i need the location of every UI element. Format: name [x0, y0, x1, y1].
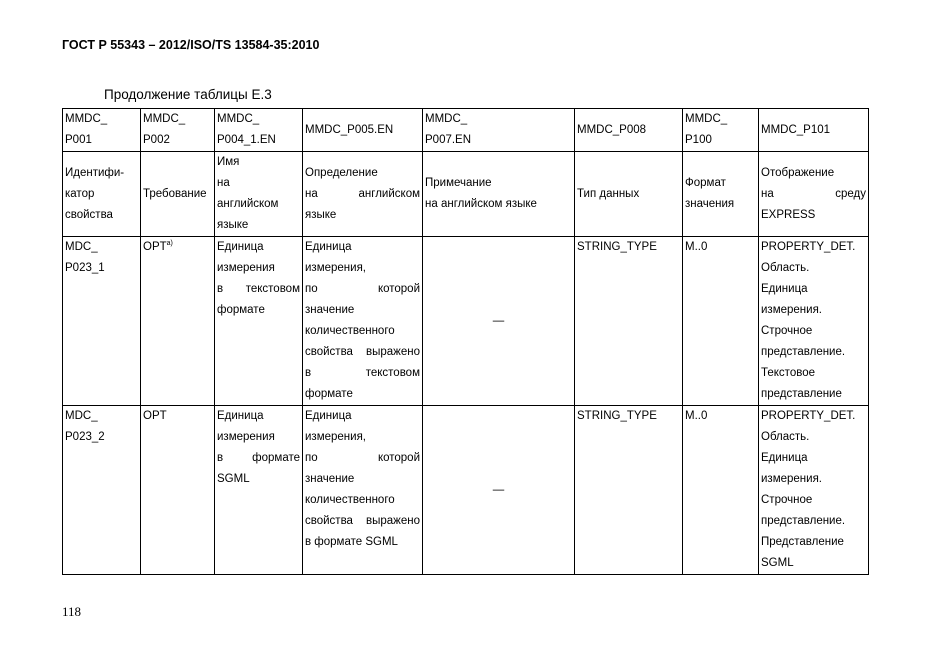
specification-table — [62, 108, 869, 575]
header-cell: MMDC_ P007.EN — [423, 109, 575, 152]
table-cell: STRING_TYPE — [575, 237, 683, 406]
header-cell: MMDC_ P001 — [63, 109, 141, 152]
table-cell: Единица измерения, по которой значение количественного свойства выражено в текстовом формате — [303, 237, 423, 406]
header-cell: Тип данных — [575, 152, 683, 237]
header-cell: Идентифи- катор свойства — [63, 152, 141, 237]
footnote-mark: a) — [166, 240, 173, 248]
table-row — [63, 237, 869, 406]
header-cell: MMDC_ P004_1.EN — [215, 109, 303, 152]
table-cell: Единица измерения, по которой значение количественного свойства выражено в формате SGML — [303, 406, 423, 575]
table-cell: MDC_ P023_2 — [63, 406, 141, 575]
table-header-codes — [63, 109, 869, 152]
table-cell: Единица измерения в формате SGML — [215, 406, 303, 575]
header-cell: Требование — [141, 152, 215, 237]
table-cell: PROPERTY_DET. Область. Единица измерения. Строчное представление. Представление SGML — [759, 406, 869, 575]
document-code: ГОСТ Р 55343 – 2012/ISO/TS 13584-35:2010 — [62, 38, 320, 52]
table-cell: STRING_TYPE — [575, 406, 683, 575]
table-cell: Единица измерения в текстовом формате — [215, 237, 303, 406]
table-header-names — [63, 152, 869, 237]
header-cell: MMDC_ P002 — [141, 109, 215, 152]
page-number: 118 — [62, 604, 82, 619]
table-cell: M..0 — [683, 406, 759, 575]
table-cell: — — [423, 406, 575, 575]
header-cell: Отображение на среду EXPRESS — [759, 152, 869, 237]
table-cell: PROPERTY_DET. Область. Единица измерения. Строчное представление. Текстовое представление — [759, 237, 869, 406]
table-cell: MDC_ P023_1 — [63, 237, 141, 406]
table-cell: — — [423, 237, 575, 406]
header-cell: MMDC_P101 — [759, 109, 869, 152]
table-row — [63, 406, 869, 575]
header-cell: MMDC_P005.EN — [303, 109, 423, 152]
table-cell: OPT — [141, 406, 215, 575]
header-cell: MMDC_ P100 — [683, 109, 759, 152]
table-cell: OPT$^{a)}$ — [141, 237, 215, 406]
header-cell: Определение на английском языке — [303, 152, 423, 237]
table-cell: M..0 — [683, 237, 759, 406]
header-cell: Имя на английском языке — [215, 152, 303, 237]
table-caption: Продолжение таблицы Е.3 — [104, 87, 272, 102]
header-cell: Примечание на английском языке — [423, 152, 575, 237]
header-cell: MMDC_P008 — [575, 109, 683, 152]
header-cell: Формат значения — [683, 152, 759, 237]
